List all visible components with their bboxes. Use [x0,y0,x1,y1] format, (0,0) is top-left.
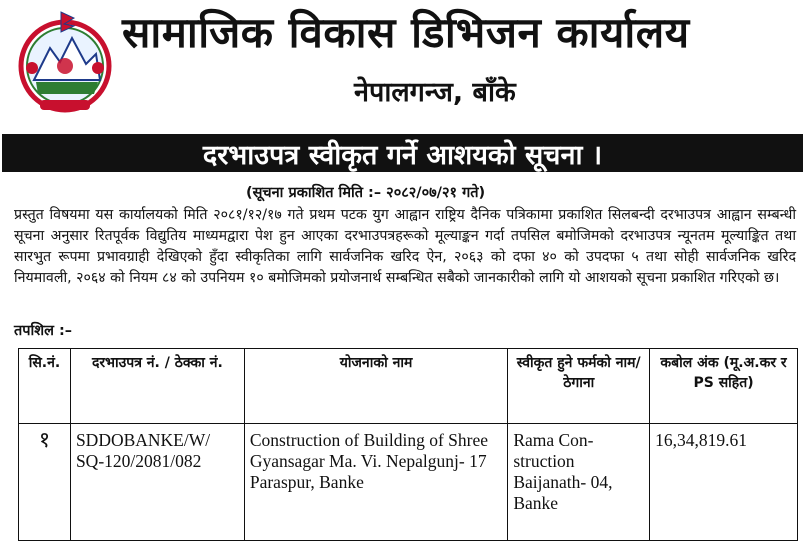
publish-date: (सूचना प्रकाशित मिति :– २०८२/०७/२१ गते) [246,185,486,201]
header-sn: सि.नं. [19,349,71,424]
table-row [19,424,798,541]
cell-sn: १ [19,424,71,541]
table-header-row [19,349,798,424]
header-project-name: योजनाको नाम [244,349,507,424]
cell-bid-number: SDDOBANKE/W/ SQ-120/2081/082 [70,424,244,541]
office-title: सामाजिक विकास डिभिजन कार्यालय [122,8,690,57]
award-table [18,348,798,541]
nepal-emblem-icon [14,8,116,120]
header-amount: कबोल अंक (मू.अ.कर र PS सहित) [650,349,798,424]
notice-banner [2,134,803,172]
header-firm: स्वीकृत हुने फर्मको नाम/ठेगाना [508,349,650,424]
cell-amount: 16,34,819.61 [650,424,798,541]
cell-project-name: Construction of Building of Shree Gyansagar Ma. Vi. Nepalgunj- 17 Paraspur, Banke [244,424,507,541]
office-location: नेपालगन्ज, बाँके [354,77,516,108]
cell-firm: Rama Con- struction Baijanath- 04, Banke [508,424,650,541]
tapsil-label: तपशिल :– [14,323,73,339]
notice-title: दरभाउपत्र स्वीकृत गर्ने आशयको सूचना । [202,139,603,171]
header-bid-number: दरभाउपत्र नं. / ठेक्का नं. [70,349,244,424]
notice-body: प्रस्तुत विषयमा यस कार्यालयको मिति २०८१/१२/१७ गते प्रथम पटक युग आह्वान राष्ट्रिय दैनिक पत्रिकामा प्रकाशित सिलबन्दी दरभाउपत्र आह्वान सम्बन्धी सूचना अनुसार रितपूर्वक विद्युतिय माध्यमद्वारा पेश हुन आएका दरभाउपत्रहरूको मूल्याङ्कन गर्दा तपसिल बमोजिमको दरभाउपत्र न्यूनतम मूल्याङ्कित तथा सारभुत रूपमा प्रभावग्राही देखिएको हुँदा स्वीकृतिका लागि सार्वजनिक खरिद ऐन, २०६३ को दफा ४० को उपदफा ५ तथा सोही सार्वजनिक खरिद नियमावली, २०६४ को नियम ८४ को उपनियम १० बमोजिमको प्रयोजनार्थ सम्बन्धित सबैको जानकारीको लागि यो आशयको सूचना प्रकाशित गरिएको छ। [14,207,796,286]
